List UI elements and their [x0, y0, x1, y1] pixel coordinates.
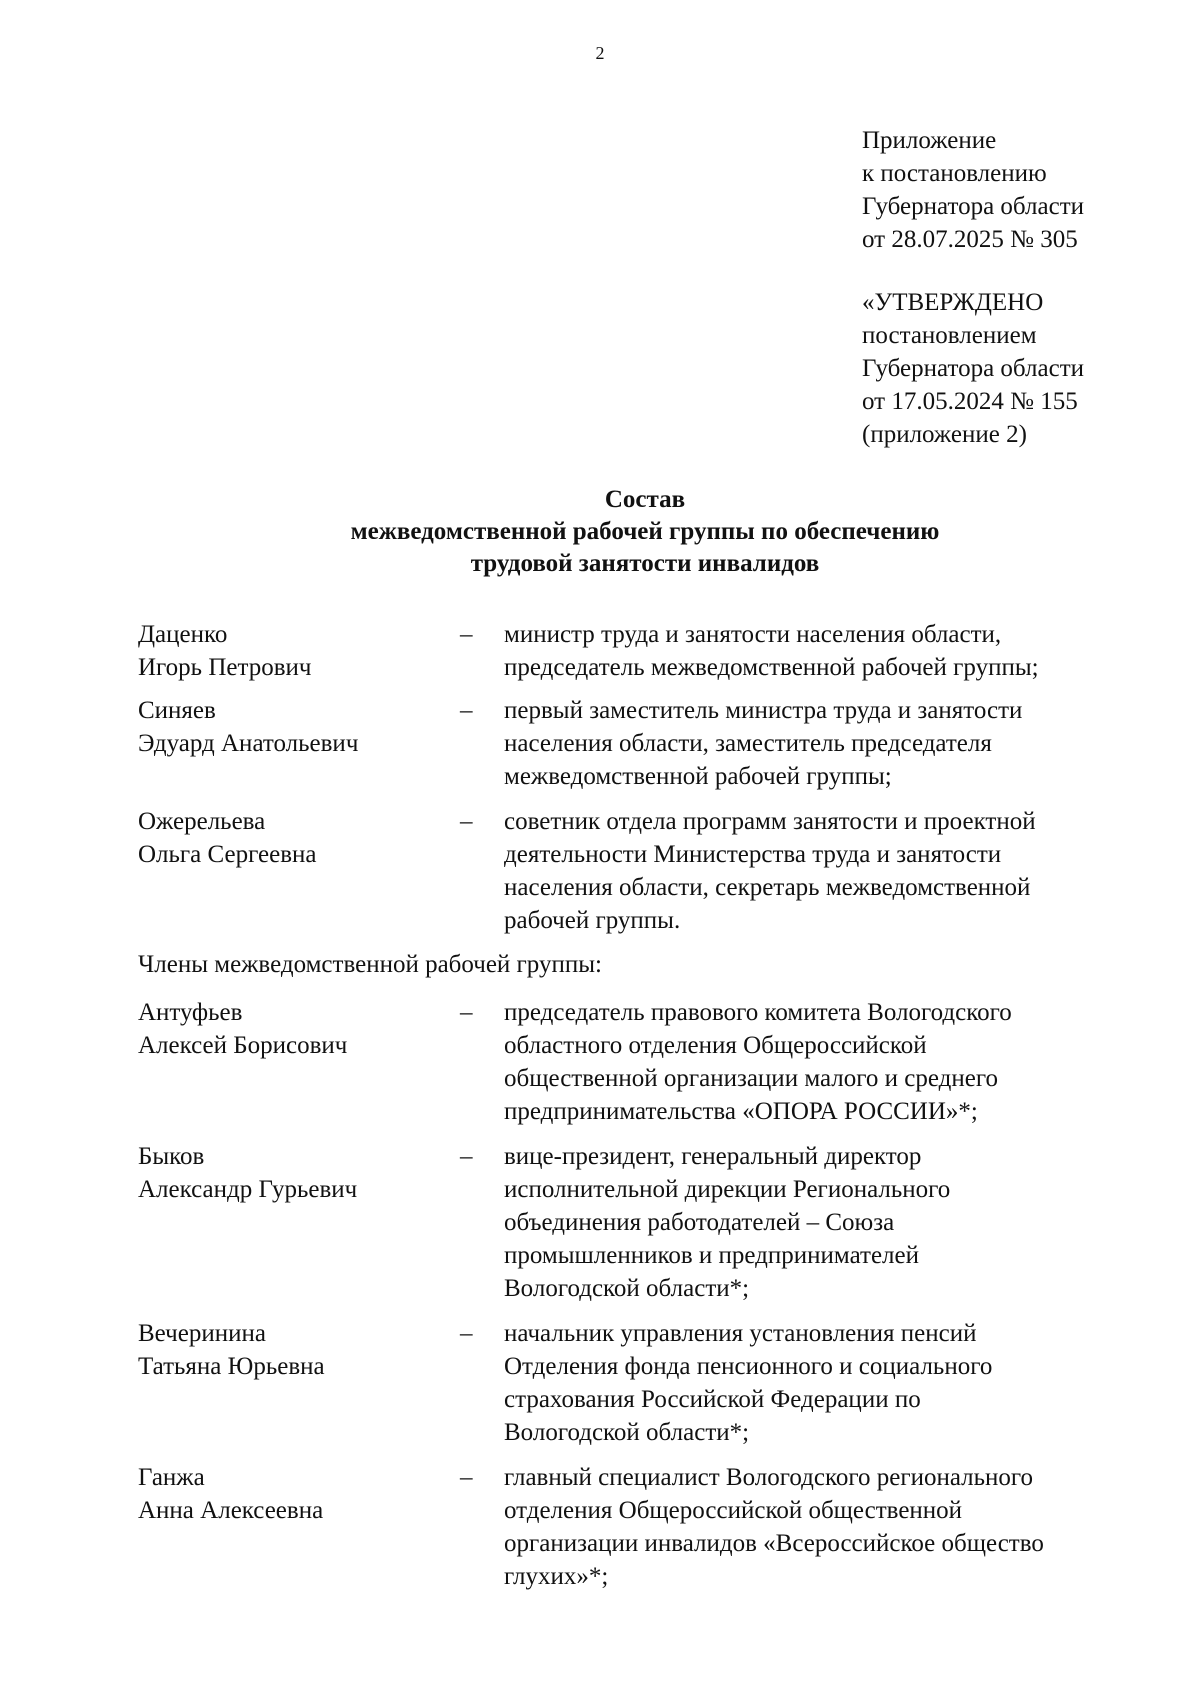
role-line: советник отдела программ занятости и проектной	[504, 808, 1036, 835]
dash: –	[460, 999, 473, 1026]
role-line: областного отделения Общероссийской	[504, 1032, 927, 1059]
role-line: деятельности Министерства труда и занятости	[504, 841, 1002, 868]
person-name	[138, 996, 458, 1062]
approved-line: Губернатора области	[862, 355, 1084, 382]
surname: Быков	[138, 1143, 205, 1170]
person-name	[138, 1317, 458, 1383]
members-heading: Члены межведомственной рабочей группы:	[138, 951, 602, 978]
role-line: Вологодской области*;	[504, 1275, 750, 1302]
approved-line: «УТВЕРЖДЕНО	[862, 289, 1044, 316]
approved-line: от 17.05.2024 № 155	[862, 388, 1078, 415]
role-line: промышленников и предпринимателей	[504, 1242, 919, 1269]
given-names: Анна Алексеевна	[138, 1497, 324, 1524]
dash: –	[460, 808, 473, 835]
role-line: Отделения фонда пенсионного и социального	[504, 1353, 993, 1380]
role-line: Вологодской области*;	[504, 1419, 750, 1446]
surname: Вечеринина	[138, 1320, 266, 1347]
role-line: вице-президент, генеральный директор	[504, 1143, 922, 1170]
approved-block	[862, 286, 1084, 451]
surname: Даценко	[138, 621, 228, 648]
role-line: исполнительной дирекции Регионального	[504, 1176, 951, 1203]
given-names: Татьяна Юрьевна	[138, 1353, 325, 1380]
appendix-line: Губернатора области	[862, 193, 1084, 220]
role-line: населения области, секретарь межведомственной	[504, 874, 1031, 901]
appendix-block	[862, 124, 1084, 256]
person-role	[504, 1461, 1128, 1593]
role-line: рабочей группы.	[504, 907, 681, 934]
role-line: организации инвалидов «Всероссийское общество	[504, 1530, 1044, 1557]
person-role	[504, 1317, 1128, 1449]
person-name	[138, 1140, 458, 1206]
person-role	[504, 618, 1128, 684]
dash: –	[460, 1143, 473, 1170]
role-line: объединения работодателей – Союза	[504, 1209, 895, 1236]
given-names: Алексей Борисович	[138, 1032, 348, 1059]
page-number: 2	[595, 43, 605, 63]
role-line: отделения Общероссийской общественной	[504, 1497, 963, 1524]
surname: Ганжа	[138, 1464, 205, 1491]
role-line: начальник управления установления пенсий	[504, 1320, 977, 1347]
given-names: Ольга Сергеевна	[138, 841, 317, 868]
person-name	[138, 805, 458, 871]
given-names: Эдуард Анатольевич	[138, 730, 359, 757]
person-name	[138, 1461, 458, 1527]
approved-line: (приложение 2)	[862, 421, 1027, 448]
role-line: межведомственной рабочей группы;	[504, 763, 892, 790]
role-line: глухих»*;	[504, 1563, 609, 1590]
role-line: общественной организации малого и среднего	[504, 1065, 998, 1092]
document-title	[0, 484, 1200, 580]
role-line: главный специалист Вологодского регионального	[504, 1464, 1034, 1491]
title-line: Состав	[604, 486, 686, 513]
person-name	[138, 694, 458, 760]
appendix-line: Приложение	[862, 127, 997, 154]
person-role	[504, 996, 1128, 1128]
role-line: председатель межведомственной рабочей группы;	[504, 654, 1039, 681]
given-names: Александр Гурьевич	[138, 1176, 358, 1203]
person-role	[504, 805, 1128, 937]
role-line: министр труда и занятости населения области,	[504, 621, 1002, 648]
approved-line: постановлением	[862, 322, 1037, 349]
person-role	[504, 1140, 1128, 1305]
surname: Синяев	[138, 697, 216, 724]
dash: –	[460, 621, 473, 648]
appendix-line: к постановлению	[862, 160, 1047, 187]
role-line: предпринимательства «ОПОРА РОССИИ»*;	[504, 1098, 978, 1125]
person-role	[504, 694, 1128, 793]
title-line: межведомственной рабочей группы по обеспечению	[350, 518, 940, 545]
appendix-line: от 28.07.2025 № 305	[862, 226, 1078, 253]
title-line: трудовой занятости инвалидов	[470, 550, 820, 577]
dash: –	[460, 697, 473, 724]
role-line: первый заместитель министра труда и занятости	[504, 697, 1023, 724]
person-name	[138, 618, 458, 684]
surname: Антуфьев	[138, 999, 243, 1026]
role-line: страхования Российской Федерации по	[504, 1386, 921, 1413]
given-names: Игорь Петрович	[138, 654, 312, 681]
role-line: председатель правового комитета Вологодского	[504, 999, 1012, 1026]
dash: –	[460, 1464, 473, 1491]
role-line: населения области, заместитель председателя	[504, 730, 992, 757]
dash: –	[460, 1320, 473, 1347]
surname: Ожерельева	[138, 808, 266, 835]
